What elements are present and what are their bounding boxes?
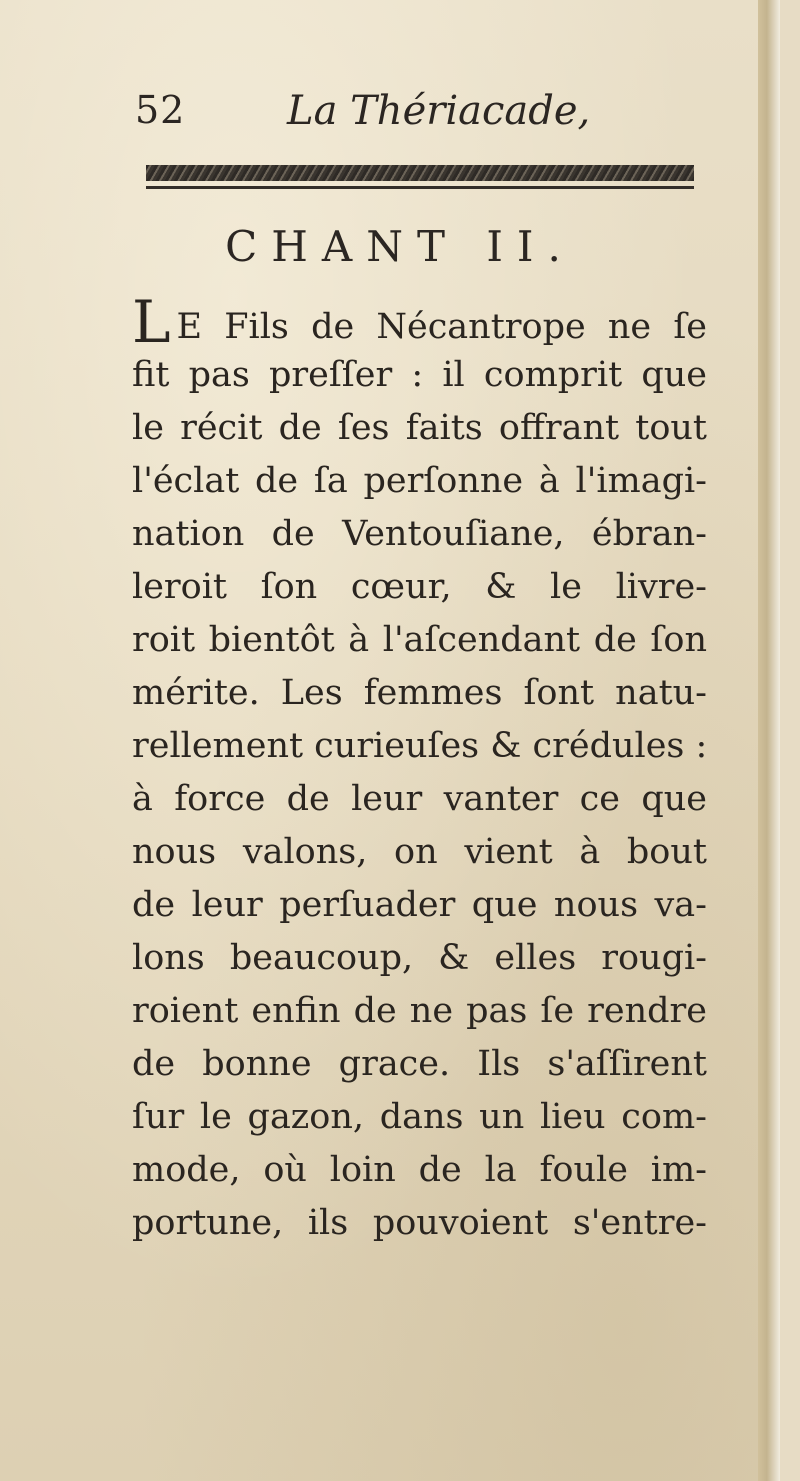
text-line: rellement curieuſes & crédules : — [132, 726, 708, 766]
text-line: mérite. Les femmes ſont natu- — [132, 673, 707, 713]
text-line: à force de leur vanter ce que — [132, 779, 707, 819]
ornament-band — [146, 165, 694, 181]
header-ornament-rule — [146, 165, 694, 193]
text-line: de leur perſuader que nous va- — [132, 885, 707, 925]
text-line: nous valons, on vient à bout — [132, 832, 707, 872]
body-text — [132, 288, 708, 1250]
text-line: l'éclat de ſa perſonne à l'imagi- — [132, 461, 707, 501]
text-line: lons beaucoup, & elles rougi- — [132, 938, 707, 978]
ornament-thin-rule — [146, 186, 694, 189]
text-line: leroit ſon cœur, & le livre- — [132, 567, 707, 607]
text-line: mode, où loin de la foule im- — [132, 1150, 707, 1190]
text-line: le récit de ſes faits offrant tout — [132, 408, 707, 448]
text-line: de bonne grace. Ils s'aſſirent — [132, 1044, 707, 1084]
text-line: roit bientôt à l'aſcendant de ſon — [132, 620, 707, 660]
page-number: 52 — [135, 88, 186, 132]
text-line: portune, ils pouvoient s'entre- — [132, 1203, 707, 1243]
running-header — [135, 88, 715, 148]
text-line: fit pas preſſer : il comprit que — [132, 355, 707, 395]
text-line — [132, 288, 707, 356]
text-line-content: E Fils de Nécantrope ne ſe — [176, 307, 707, 347]
text-line: roient enfin de ne pas ſe rendre — [132, 991, 707, 1031]
running-title: La Thériacade, — [287, 88, 591, 134]
page-edge — [758, 0, 780, 1481]
chapter-heading: CHANT II. — [225, 222, 575, 271]
text-line: nation de Ventouſiane, ébran- — [132, 514, 707, 554]
text-line: ſur le gazon, dans un lieu com- — [132, 1097, 707, 1137]
drop-cap: L — [132, 288, 171, 356]
